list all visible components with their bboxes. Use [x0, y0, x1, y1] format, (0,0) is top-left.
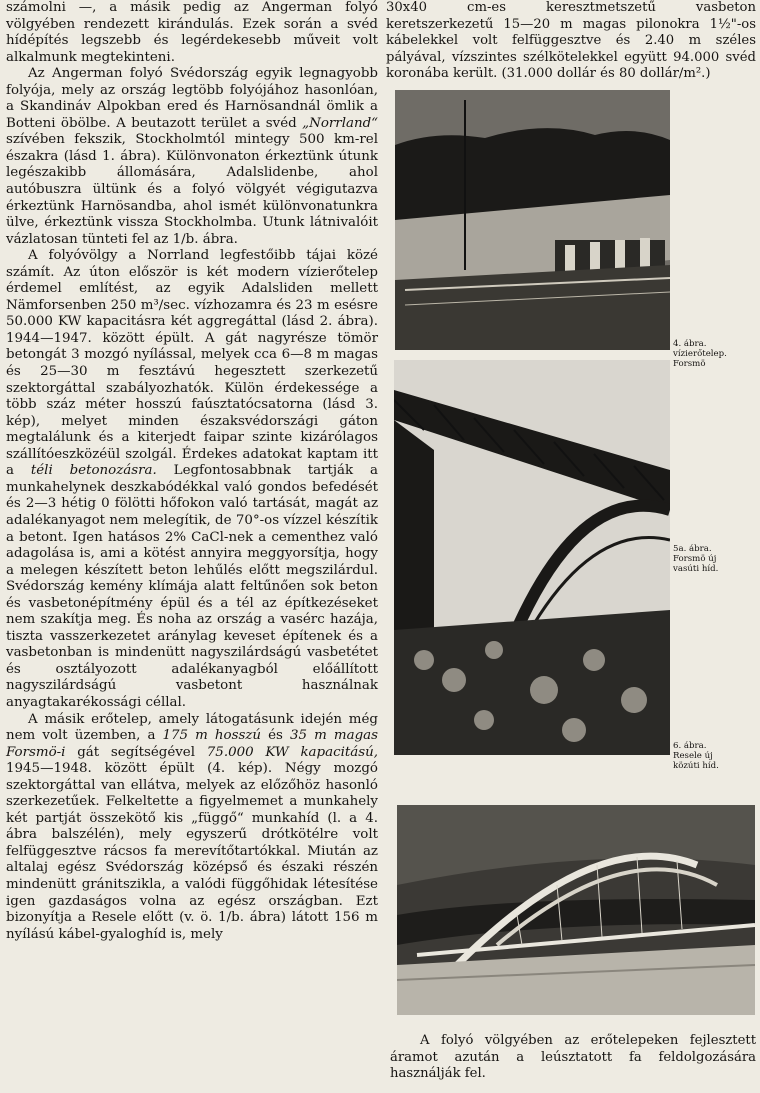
- angerman-text-b: szívében fekszik, Stockholmtól mintegy 500 km-rel északra (lásd 1. ábra). Különvonaton érkeztünk útunk legészakibb állomására, Adalslidenbe, ahol autóbuszra ültünk és a folyó völgyét végigutazva érkeztünk Harnösandba, ahol ismét különvonatunkra ülve, érkeztünk vissza Stockholmba. Utunk látnivalóit vázlatosan tünteti fel az 1/b. ábra.: [6, 132, 378, 247]
- caption-fig4-line1: vízierőtelep.: [673, 348, 727, 359]
- plant-text-a: A másik erőtelep, amely látogatásunk idején még nem volt üzemben, a: [6, 711, 378, 744]
- caption-fig5a: [673, 545, 759, 574]
- dam-height-term: 35 m magas Forsmö-i: [6, 728, 378, 760]
- caption-fig4-number: 4. ábra.: [673, 339, 707, 349]
- left-text-column: [6, 0, 378, 943]
- paragraph-angerman: [6, 66, 378, 248]
- norrland-term: „Norrland“: [302, 115, 378, 131]
- paragraph-river-valley: [6, 248, 378, 711]
- caption-fig6: [673, 742, 759, 771]
- caption-fig6-line2: közúti híd.: [673, 760, 719, 771]
- paragraph-cable-bridge: 30x40 cm-es keresztmetszetű vasbeton keretszerkezetű 15—20 m magas pilonokra 1½"-os kábelekkel volt felfüggesztve és 2.40 m széles pályával, vízszintes szélkötelekkel együtt 94.000 svéd koronába került. (31.000 dollár és 80 dollár/m².): [386, 0, 756, 81]
- caption-fig5a-line2: vasúti híd.: [673, 563, 719, 574]
- plant-text-b: és: [261, 728, 290, 744]
- valley-text-b: Legfontosabbnak tartják a munkahelynek deszkabódékkal való gondos befedését és 2—3 hétig 0 fölötti hőfokon való tartását, magát az adalékanyagot nem melegítik, de 70°-os vízzel készítik a betont. Igen hatásos 2% CaCl-nek a cementhez való adagolása is, ami a kötést annyira meggyorsítja, hogy a melegen készített beton lehűlés előtt megszilárdul. Svédország kemény klímája alatt feltűnően sok beton és vasbetonépítmény épül és a tél az építkezéseket nem szakítja meg. És noha az ország a vasérc hazája, tiszta vasszerkezetet aránylag keveset építenek és a vasbetonban is mindenütt nagyszilárdságú vasbetétet és osztályozott adalékanyagból előállított nagyszilárdságú vasbetont használnak anyagtakarékossági céllal.: [6, 463, 378, 710]
- bottom-caption-text: A folyó völgyében az erőtelepeken fejlesztett áramot azután a leúsztatott fa feldolgozására használják fel.: [390, 1033, 756, 1081]
- caption-fig4: [673, 340, 759, 369]
- angerman-text-a: Az Angerman folyó Svédország egyik legnagyobb folyója, mely az ország legtöbb folyójához hasonlóan, a Skandináv Alpokban ered és Harnösandnál ömlik a Botteni öbölbe. A beutazott terület a svéd: [6, 66, 378, 131]
- valley-text-a: A folyóvölgy a Norrland legfestőibb tájai közé számít. Az úton először is két modern vízierőtelep érdemel említést, az egyik Adalsliden mellett Nämforsenben 250 m³/sec. vízhozamra és 23 m esésre 50.000 KW kapacitásra két aggregáttal (lásd 2. ábra). 1944—1947. között épült. A gát nagyrésze tömör betongát 3 mozgó nyílással, melyek cca 6—8 m magas és 25—30 m fesztávú hegesztett szerkezetű szektorgáttal szabályozhatók. Külön érdekessége a több száz méter hosszú faúsztatócsatorna (lásd 3. kép), melyet minden északsvédországi gáton megtalálunk és a kiterjedt faipar szinte kizárólagos szállítóeszközéül szolgál. Érdekes adatokat kaptam itt a: [6, 248, 378, 479]
- photo-forsmo-power-plant: [395, 90, 670, 350]
- winter-concreting-term: téli betonozásra.: [30, 463, 157, 479]
- caption-fig6-number: 6. ábra.: [673, 741, 707, 751]
- bottom-caption: [390, 1033, 756, 1083]
- right-text-top: [386, 0, 756, 83]
- dam-length-term: 175 m hosszú: [162, 728, 262, 744]
- paragraph-intro-end: számolni —, a másik pedig az Angerman folyó völgyében rendezett kirándulás. Ezek során a svéd hídépítés legszebb és legérdekesebb műveit volt alkalmunk megtekinteni.: [6, 0, 378, 65]
- caption-fig5a-number: 5a. ábra.: [673, 544, 712, 554]
- caption-fig4-line2: Forsmö: [673, 358, 706, 369]
- capacity-term: 75.000 KW kapacitású,: [206, 744, 378, 760]
- paragraph-second-plant: [6, 712, 378, 944]
- plant-text-d: 1945—1948. között épült (4. kép). Négy mozgó szektorgáttal van ellátva, melyek az előzőhöz hasonló szerkezetűek. Felkeltette a figyelmemet a munkahely két partját összekötő kis „függő“ munkahíd (l. a 4. ábra balszélén), mely egyszerű drótkötélre volt felfüggesztve rácsos fa merevítőtartókkal. Miután az altalaj egész Svédország középső és északi részén mindenütt gránitszikla, a valódi függőhidak létesítése igen gazdaságos volna az egész országban. Ezt bizonyítja a Resele előtt (v. ö. 1/b. ábra) látott 156 m nyílású kábel-gyaloghíd is, mely: [6, 761, 378, 942]
- photo-resele-road-bridge: [397, 805, 755, 1015]
- caption-fig6-line1: Resele új: [673, 750, 713, 761]
- caption-fig5a-line1: Forsmö új: [673, 553, 717, 564]
- photo-forsmo-railway-bridge: [394, 360, 670, 755]
- plant-text-c: gát segítségével: [65, 744, 207, 760]
